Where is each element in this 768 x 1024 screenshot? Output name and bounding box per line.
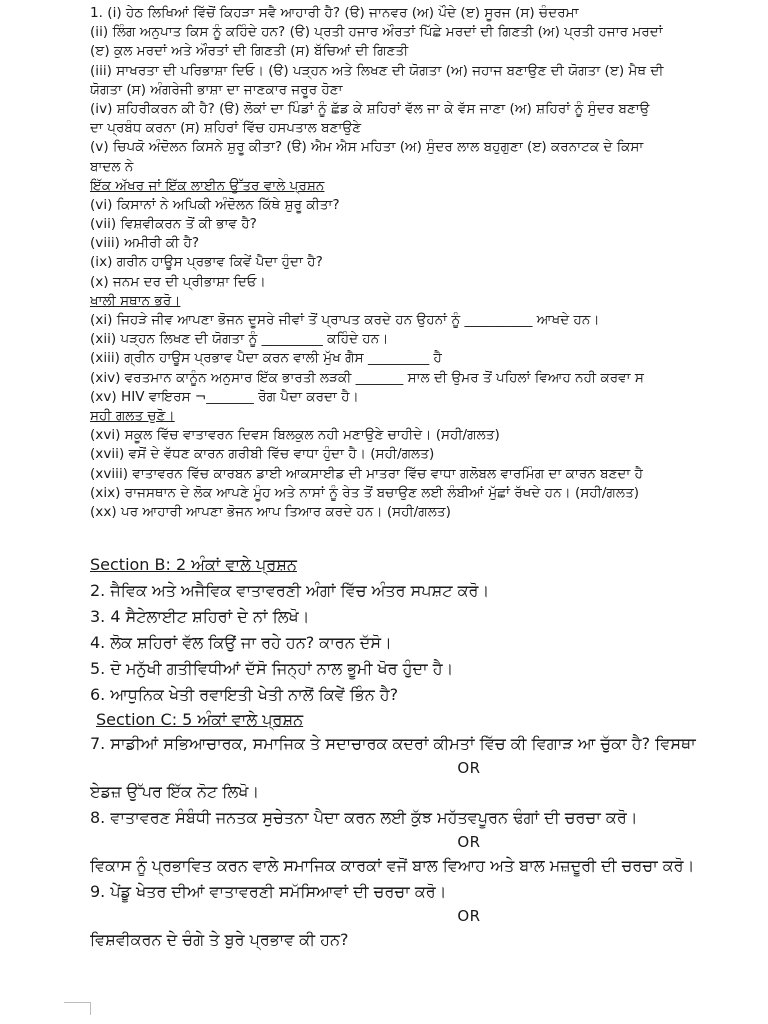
or-divider-7: OR — [457, 759, 481, 778]
page-corner-mark — [64, 1002, 91, 1015]
question-xii: (xii) ਪੜ੍ਹਨ ਲਿਖਣ ਦੀ ਯੋਗਤਾ ਨੂੰ _________ ਕਹਿੰਦੇ ਹਨ। — [90, 331, 389, 348]
question-9: 9. ਪੇਂਡੂ ਖੇਤਰ ਦੀਆਂ ਵਾਤਾਵਰਣੀ ਸਮੱਸਿਆਵਾਂ ਦੀ ਚਰਚਾ ਕਰੋ। — [90, 882, 447, 902]
question-8: 8. ਵਾਤਾਵਰਣ ਸੰਬੰਧੀ ਜਨਤਕ ਸੁਚੇਤਨਾ ਪੈਦਾ ਕਰਨ ਲਈ ਕੁੱਝ ਮਹੱਤਵਪੂਰਨ ਢੰਗਾਂ ਦੀ ਚਰਚਾ ਕਰੋ। — [90, 808, 638, 828]
question-xiv: (xiv) ਵਰਤਮਾਨ ਕਾਨੂੰਨ ਅਨੁਸਾਰ ਇੱਕ ਭਾਰਤੀ ਲੜਕੀ _______ ਸਾਲ ਦੀ ਉਮਰ ਤੋਂ ਪਹਿਲਾਂ ਵਿਆਹ ਨਹੀ ਕਰਵਾ ਸ — [90, 369, 644, 386]
question-1-v-line-1: (v) ਚਿਪਕੋ ਅੰਦੋਲਨ ਕਿਸਨੇ ਸ਼ੁਰੂ ਕੀਤਾ? (ੳ) ਐਮ ਐਸ ਮਹਿਤਾ (ਅ) ਸੁੰਦਰ ਲਾਲ ਬਹੁਗੁਣਾ (ੲ) ਕਰਨਾਟਕ ਦੇ ਕਿਸਾ — [90, 139, 644, 156]
question-7-alternative: ਏਡਜ਼ ਉੱਪਰ ਇੱਕ ਨੋਟ ਲਿਖੋ। — [90, 782, 260, 802]
question-xx: (xx) ਪਰ ਆਹਾਰੀ ਆਪਣਾ ਭੋਜਨ ਆਪ ਤਿਆਰ ਕਰਦੇ ਹਨ। (ਸਹੀ/ਗਲਤ) — [90, 503, 451, 520]
question-6: 6. ਆਧੁਨਿਕ ਖੇਤੀ ਰਵਾਇਤੀ ਖੇਤੀ ਨਾਲੋਂ ਕਿਵੇਂ ਭਿੰਨ ਹੈ? — [90, 685, 399, 705]
question-1-v-line-2: ਬਾਦਲ ਨੇ — [90, 158, 134, 175]
question-ix: (ix) ਗਰੀਨ ਹਾਊਸ ਪ੍ਰਭਾਵ ਕਿਵੇਂ ਪੈਦਾ ਹੁੰਦਾ ਹੈ? — [90, 254, 323, 271]
question-xi: (xi) ਜਿਹੜੇ ਜੀਵ ਆਪਣਾ ਭੋਜਨ ਦੂਸਰੇ ਜੀਵਾਂ ਤੋਂ ਪ੍ਰਾਪਤ ਕਰਦੇ ਹਨ ਉਹਨਾਂ ਨੂੰ __________ ਆਖਦੇ ਹਨ। — [90, 312, 600, 328]
question-3: 3. 4 ਸੈਟੇਲਾਈਟ ਸ਼ਹਿਰਾਂ ਦੇ ਨਾਂ ਲਿਖੋ। — [90, 607, 310, 627]
question-vi: (vi) ਕਿਸਾਨਾਂ ਨੇ ਅਪਿਕੀ ਅੰਦੋਲਨ ਕਿੱਥੇ ਸ਼ੁਰੂ ਕੀਤਾ? — [90, 196, 340, 213]
section-c-heading: Section C: 5 ਅੰਕਾਂ ਵਾਲੇ ਪ੍ਰਸ਼ਨ — [96, 710, 304, 730]
question-5: 5. ਦੋ ਮਨੁੱਖੀ ਗਤੀਵਿਧੀਆਂ ਦੱਸੋ ਜਿਨ੍ਹਾਂ ਨਾਲ ਭੂਮੀ ਖੋਰ ਹੁੰਦਾ ਹੈ। — [90, 659, 454, 679]
question-xiii: (xiii) ਗ੍ਰੀਨ ਹਾਊਸ ਪ੍ਰਭਾਵ ਪੈਦਾ ਕਰਨ ਵਾਲੀ ਮੁੱਖ ਗੈਸ _________ ਹੈ — [90, 350, 442, 367]
question-xix: (xix) ਰਾਜਸਥਾਨ ਦੇ ਲੋਕ ਆਪਣੇ ਮੂੰਹ ਅਤੇ ਨਾਸਾਂ ਨੂੰ ਰੇਤ ਤੋਂ ਬਚਾਉਣ ਲਈ ਲੰਬੀਆਂ ਮੁੱਛਾਂ ਰੱਖਦੇ ਹਨ। (ਸਹੀ/ਗਲਤ) — [90, 484, 640, 501]
or-divider-8: OR — [457, 833, 481, 852]
question-viii: (viii) ਅਮੀਰੀ ਕੀ ਹੈ? — [90, 235, 200, 252]
question-vii: (vii) ਵਿਸ਼ਵੀਕਰਨ ਤੋਂ ਕੀ ਭਾਵ ਹੈ? — [90, 216, 257, 233]
question-xviii: (xviii) ਵਾਤਾਵਰਨ ਵਿੱਚ ਕਾਰਬਨ ਡਾਈ ਆਕਸਾਈਡ ਦੀ ਮਾਤਰਾ ਵਿੱਚ ਵਾਧਾ ਗਲੋਬਲ ਵਾਰਮਿੰਗ ਦਾ ਕਾਰਨ ਬਣਦਾ ਹੈ — [90, 465, 643, 482]
true-false-heading: ਸਹੀ ਗਲਤ ਚੁਣੋ। — [90, 407, 175, 424]
question-8-alternative: ਵਿਕਾਸ ਨੂੰ ਪ੍ਰਭਾਵਿਤ ਕਰਨ ਵਾਲੇ ਸਮਾਜਿਕ ਕਾਰਕਾਂ ਵਜੋਂ ਬਾਲ ਵਿਆਹ ਅਤੇ ਬਾਲ ਮਜ਼ਦੂਰੀ ਦੀ ਚਰਚਾ ਕਰੋ। — [90, 856, 695, 876]
question-paper-page — [90, 4, 768, 1024]
question-7: 7. ਸਾਡੀਆਂ ਸਭਿਆਚਾਰਕ, ਸਮਾਜਿਕ ਤੇ ਸਦਾਚਾਰਕ ਕਦਰਾਂ ਕੀਮਤਾਂ ਵਿੱਚ ਕੀ ਵਿਗਾੜ ਆ ਚੁੱਕਾ ਹੈ? ਵਿਸਥਾ — [90, 734, 696, 754]
question-1-ii-line-2: (ੲ) ਕੁਲ ਮਰਦਾਂ ਅਤੇ ਔਰਤਾਂ ਦੀ ਗਿਣਤੀ (ਸ) ਬੱਚਿਆਂ ਦੀ ਗਿਣਤੀ — [90, 43, 409, 60]
question-2: 2. ਜੈਵਿਕ ਅਤੇ ਅਜੈਵਿਕ ਵਾਤਾਵਰਣੀ ਅੰਗਾਂ ਵਿੱਚ ਅੰਤਰ ਸਪਸ਼ਟ ਕਰੋ। — [90, 581, 490, 601]
question-x: (x) ਜਨਮ ਦਰ ਦੀ ਪ੍ਰੀਭਾਸ਼ਾ ਦਿਓ। — [90, 273, 266, 290]
or-divider-9: OR — [457, 907, 481, 926]
question-xvii: (xvii) ਵਸੋਂ ਦੇ ਵੱਧਣ ਕਾਰਨ ਗਰੀਬੀ ਵਿੱਚ ਵਾਧਾ ਹੁੰਦਾ ਹੈ। (ਸਹੀ/ਗਲਤ) — [90, 446, 435, 463]
question-1-iv-line-2: ਦਾ ਪ੍ਰਬੰਧ ਕਰਨਾ (ਸ) ਸ਼ਹਿਰਾਂ ਵਿੱਚ ਹਸਪਤਾਲ ਬਣਾਉਣੇ — [90, 120, 362, 137]
question-1-iv-line-1: (iv) ਸ਼ਹਿਰੀਕਰਨ ਕੀ ਹੈ? (ੳ) ਲੋਕਾਂ ਦਾ ਪਿੰਡਾਂ ਨੂੰ ਛੱਡ ਕੇ ਸ਼ਹਿਰਾਂ ਵੱਲ ਜਾ ਕੇ ਵੱਸ ਜਾਣਾ (ਅ) ਸ਼ਹਿਰਾਂ ਨੂੰ ਸੁੰਦਰ ਬਣਾਉ — [90, 100, 650, 117]
question-xv: (xv) HIV ਵਾਇਰਸ ¬_______ ਰੋਗ ਪੈਦਾ ਕਰਦਾ ਹੈ। — [90, 388, 359, 405]
question-1-ii-line-1: (ii) ਲਿੰਗ ਅਨੁਪਾਤ ਕਿਸ ਨੂੰ ਕਹਿੰਦੇ ਹਨ? (ੳ) ਪ੍ਰਤੀ ਹਜਾਰ ਔਰਤਾਂ ਪਿੱਛੇ ਮਰਦਾਂ ਦੀ ਗਿਣਤੀ (ਅ) ਪ੍ਰਤੀ ਹਜਾਰ ਮਰਦਾਂ — [90, 24, 663, 41]
question-1-iii-line-1: (iii) ਸਾਖਰਤਾ ਦੀ ਪਰਿਭਾਸ਼ਾ ਦਿਓ। (ੳ) ਪੜ੍ਹਨ ਅਤੇ ਲਿਖਣ ਦੀ ਯੋਗਤਾ (ਅ) ਜਹਾਜ ਬਣਾਉਣ ਦੀ ਯੋਗਤਾ (ੲ) ਮੈਥ ਦੀ — [90, 62, 664, 79]
question-1-i: 1. (i) ਹੇਠ ਲਿਖਿਆਂ ਵਿੱਚੋਂ ਕਿਹੜਾ ਸਵੈ ਆਹਾਰੀ ਹੈ? (ੳ) ਜਾਨਵਰ (ਅ) ਪੌਦੇ (ੲ) ਸੂਰਜ (ਸ) ਚੰਦਰਮਾ — [90, 5, 579, 21]
question-4: 4. ਲੋਕ ਸ਼ਹਿਰਾਂ ਵੱਲ ਕਿਉਂ ਜਾ ਰਹੇ ਹਨ? ਕਾਰਨ ਦੱਸੋ। — [90, 633, 392, 653]
section-b-heading: Section B: 2 ਅੰਕਾਂ ਵਾਲੇ ਪ੍ਰਸ਼ਨ — [90, 555, 297, 575]
question-1-iii-line-2: ਯੋਗਤਾ (ਸ) ਅੰਗਰੇਜੀ ਭਾਸ਼ਾ ਦਾ ਜਾਣਕਾਰ ਜਰੂਰ ਹੋਣਾ — [90, 81, 343, 98]
one-line-answer-heading: ਇੱਕ ਅੱਖਰ ਜਾਂ ਇੱਕ ਲਾਈਨ ਉੱਤਰ ਵਾਲੇ ਪ੍ਰਸ਼ਨ — [90, 177, 325, 194]
fill-blanks-heading: ਖਾਲੀ ਸਥਾਨ ਭਰੋ। — [90, 292, 181, 309]
question-xvi: (xvi) ਸਕੂਲ ਵਿੱਚ ਵਾਤਾਵਰਨ ਦਿਵਸ ਬਿਲਕੁਲ ਨਹੀ ਮਣਾਉਣੇ ਚਾਹੀਦੇ। (ਸਹੀ/ਗਲਤ) — [90, 427, 500, 444]
question-9-alternative: ਵਿਸ਼ਵੀਕਰਨ ਦੇ ਚੰਗੇ ਤੇ ਬੁਰੇ ਪ੍ਰਭਾਵ ਕੀ ਹਨ? — [90, 930, 349, 950]
